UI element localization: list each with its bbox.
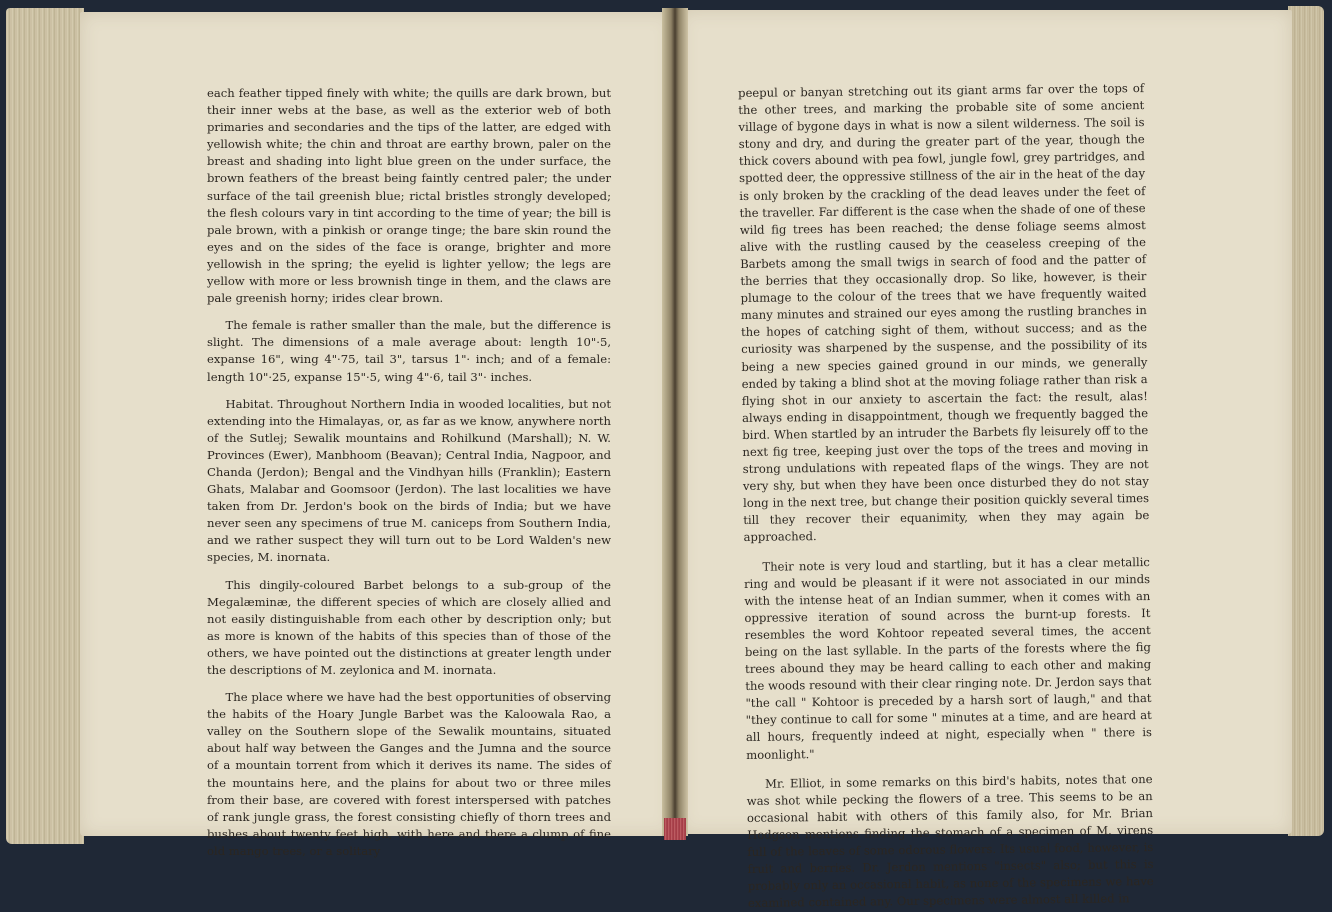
right-page-text (738, 80, 1154, 912)
book-gutter (662, 8, 688, 836)
paragraph: The female is rather smaller than the male, but the difference is slight. The dimensions of a male average about: length 10"·5, expanse 16", wing 4"·75, tail 3", tarsus 1"· inch; and of a female: length 10"·25, expanse 15"·5, wing 4"·6, tail 3"· inches. (207, 318, 611, 384)
paragraph: The place where we have had the best opportunities of observing the habits of the Hoary Jungle Barbet was the Kaloowala Rao, a valley on the Southern slope of the Sewalik mountains, situated about half way between the Ganges and the Jumna and the source of a mountain torrent from which it derives its name. The sides of the mountains here, and the plains for about two or three miles from their base, are covered with forest interspersed with patches of rank jungle grass, the forest consisting chiefly of thorn trees and bushes about twenty feet high, with here and there a clump of fine old mango trees, or a solitary (207, 690, 611, 858)
paragraph: Mr. Elliot, in some remarks on this bird's habits, notes that one was shot while pecking the flowers of a tree. This seems to be an occasional habit with others of this family also, for Mr. Brian Hodgson mentions finding the stomach of a specimen of M. virens full of the leaves of some odorous flowers. Its usual food, however, is fruit and berries. Dr. Jerdon mentions "insects" also; but this is probably only an occasional habit, as none of the specimens we have examined contained any. Our specimens were almost all killed in (746, 771, 1154, 911)
paragraph: This dingily-coloured Barbet belongs to a sub-group of the Megalæminæ, the different species of which are closely allied and not easily distinguishable from each other by description only; but as more is known of the habits of this species than of those of the others, we have pointed out the distinctions at greater length under the descriptions of M. zeylonica and M. inornata. (207, 577, 611, 677)
headband (664, 818, 686, 840)
paragraph: each feather tipped finely with white; the quills are dark brown, but their inner webs at the base, as well as the exterior web of both primaries and secondaries and the tips of the latter, are edged with yellowish white; the chin and throat are earthy brown, paler on the breast and shading into light blue green on the under surface, the brown feathers of the breast being faintly centred paler; the under surface of the tail greenish blue; rictal bristles strongly developed; the flesh colours vary in tint according to the time of year; the bill is pale brown, with a pinkish or orange tinge; the bare skin round the eyes and on the sides of the face is orange, brighter and more yellowish in the spring; the eyelid is lighter yellow; the legs are yellow with more or less brownish tinge in them, and the claws are pale greenish horny; irides clear brown. (207, 86, 611, 306)
left-page-text (207, 85, 611, 860)
paragraph: Habitat. Throughout Northern India in wooded localities, but not extending into the Himalayas, or, as far as we know, anywhere north of the Sutlej; Sewalik mountains and Rohilkund (Marshall); N. W. Provinces (Ewer), Manbhoom (Beavan); Central India, Nagpoor, and Chanda (Jerdon); Bengal and the Vindhyan hills (Franklin); Eastern Ghats, Malabar and Goomsoor (Jerdon). The last localities we have taken from Dr. Jerdon's book on the birds of India; but we have never seen any specimens of true M. caniceps from Southern India, and we rather suspect they will turn out to be Lord Walden's new species, M. inornata. (207, 396, 611, 565)
paragraph: peepul or banyan stretching out its giant arms far over the tops of the other trees, and marking the probable site of some ancient village of bygone days in what is now a silent wilderness. The soil is stony and dry, and during the greater part of the year, though the thick covers abound with pea fowl, jungle fowl, grey partridges, and spotted deer, the oppressive stillness of the air in the heat of the day is only broken by the crackling of the dead leaves under the feet of the traveller. Far different is the case when the shade of one of these wild fig trees has been reached; the dense foliage seems almost alive with the rustling caused by the ceaseless creeping of the Barbets among the small twigs in search of food and the patter of the berries that they occasionally drop. So like, however, is their plumage to the colour of the trees that we have frequently waited many minutes and strained our eyes among the rustling branches in the hopes of catching sight of them, without success; and as the curiosity was sharpened by the suspense, and the possibility of its being a new species gained ground in our minds, we generally ended by taking a blind shot at the moving foliage rather than risk a flying shot in our anxiety to ascertain the fact: the result, alas! always ending in disappointment, though we frequently bagged the bird. When startled by an intruder the Barbets fly leisurely off to the next fig tree, keeping just over the tops of the trees and moving in strong undulations with repeated flaps of the wings. They are not very shy, but when they have been once disturbed they do not stay long in the next tree, but change their position quickly several times till they recover their equanimity, when they may again be approached. (738, 81, 1150, 545)
paragraph: Their note is very loud and startling, but it has a clear metallic ring and would be pleasant if it were not associated in our minds with the intense heat of an Indian summer, when it comes with an oppressive iteration of sound across the burnt-up forests. It resembles the word Kohtoor repeated several times, the accent being on the last syllable. In the parts of the forests where the fig trees abound they may be heard calling to each other and making the woods resound with their clear ringing note. Dr. Jerdon says that "the call " Kohtoor is preceded by a harsh sort of laugh," and that "they continue to call for some " minutes at a time, and are heard at all hours, frequently indeed at night, especially when " there is moonlight." (744, 554, 1153, 762)
left-page-edges (6, 8, 84, 844)
right-page-edges (1288, 6, 1324, 836)
